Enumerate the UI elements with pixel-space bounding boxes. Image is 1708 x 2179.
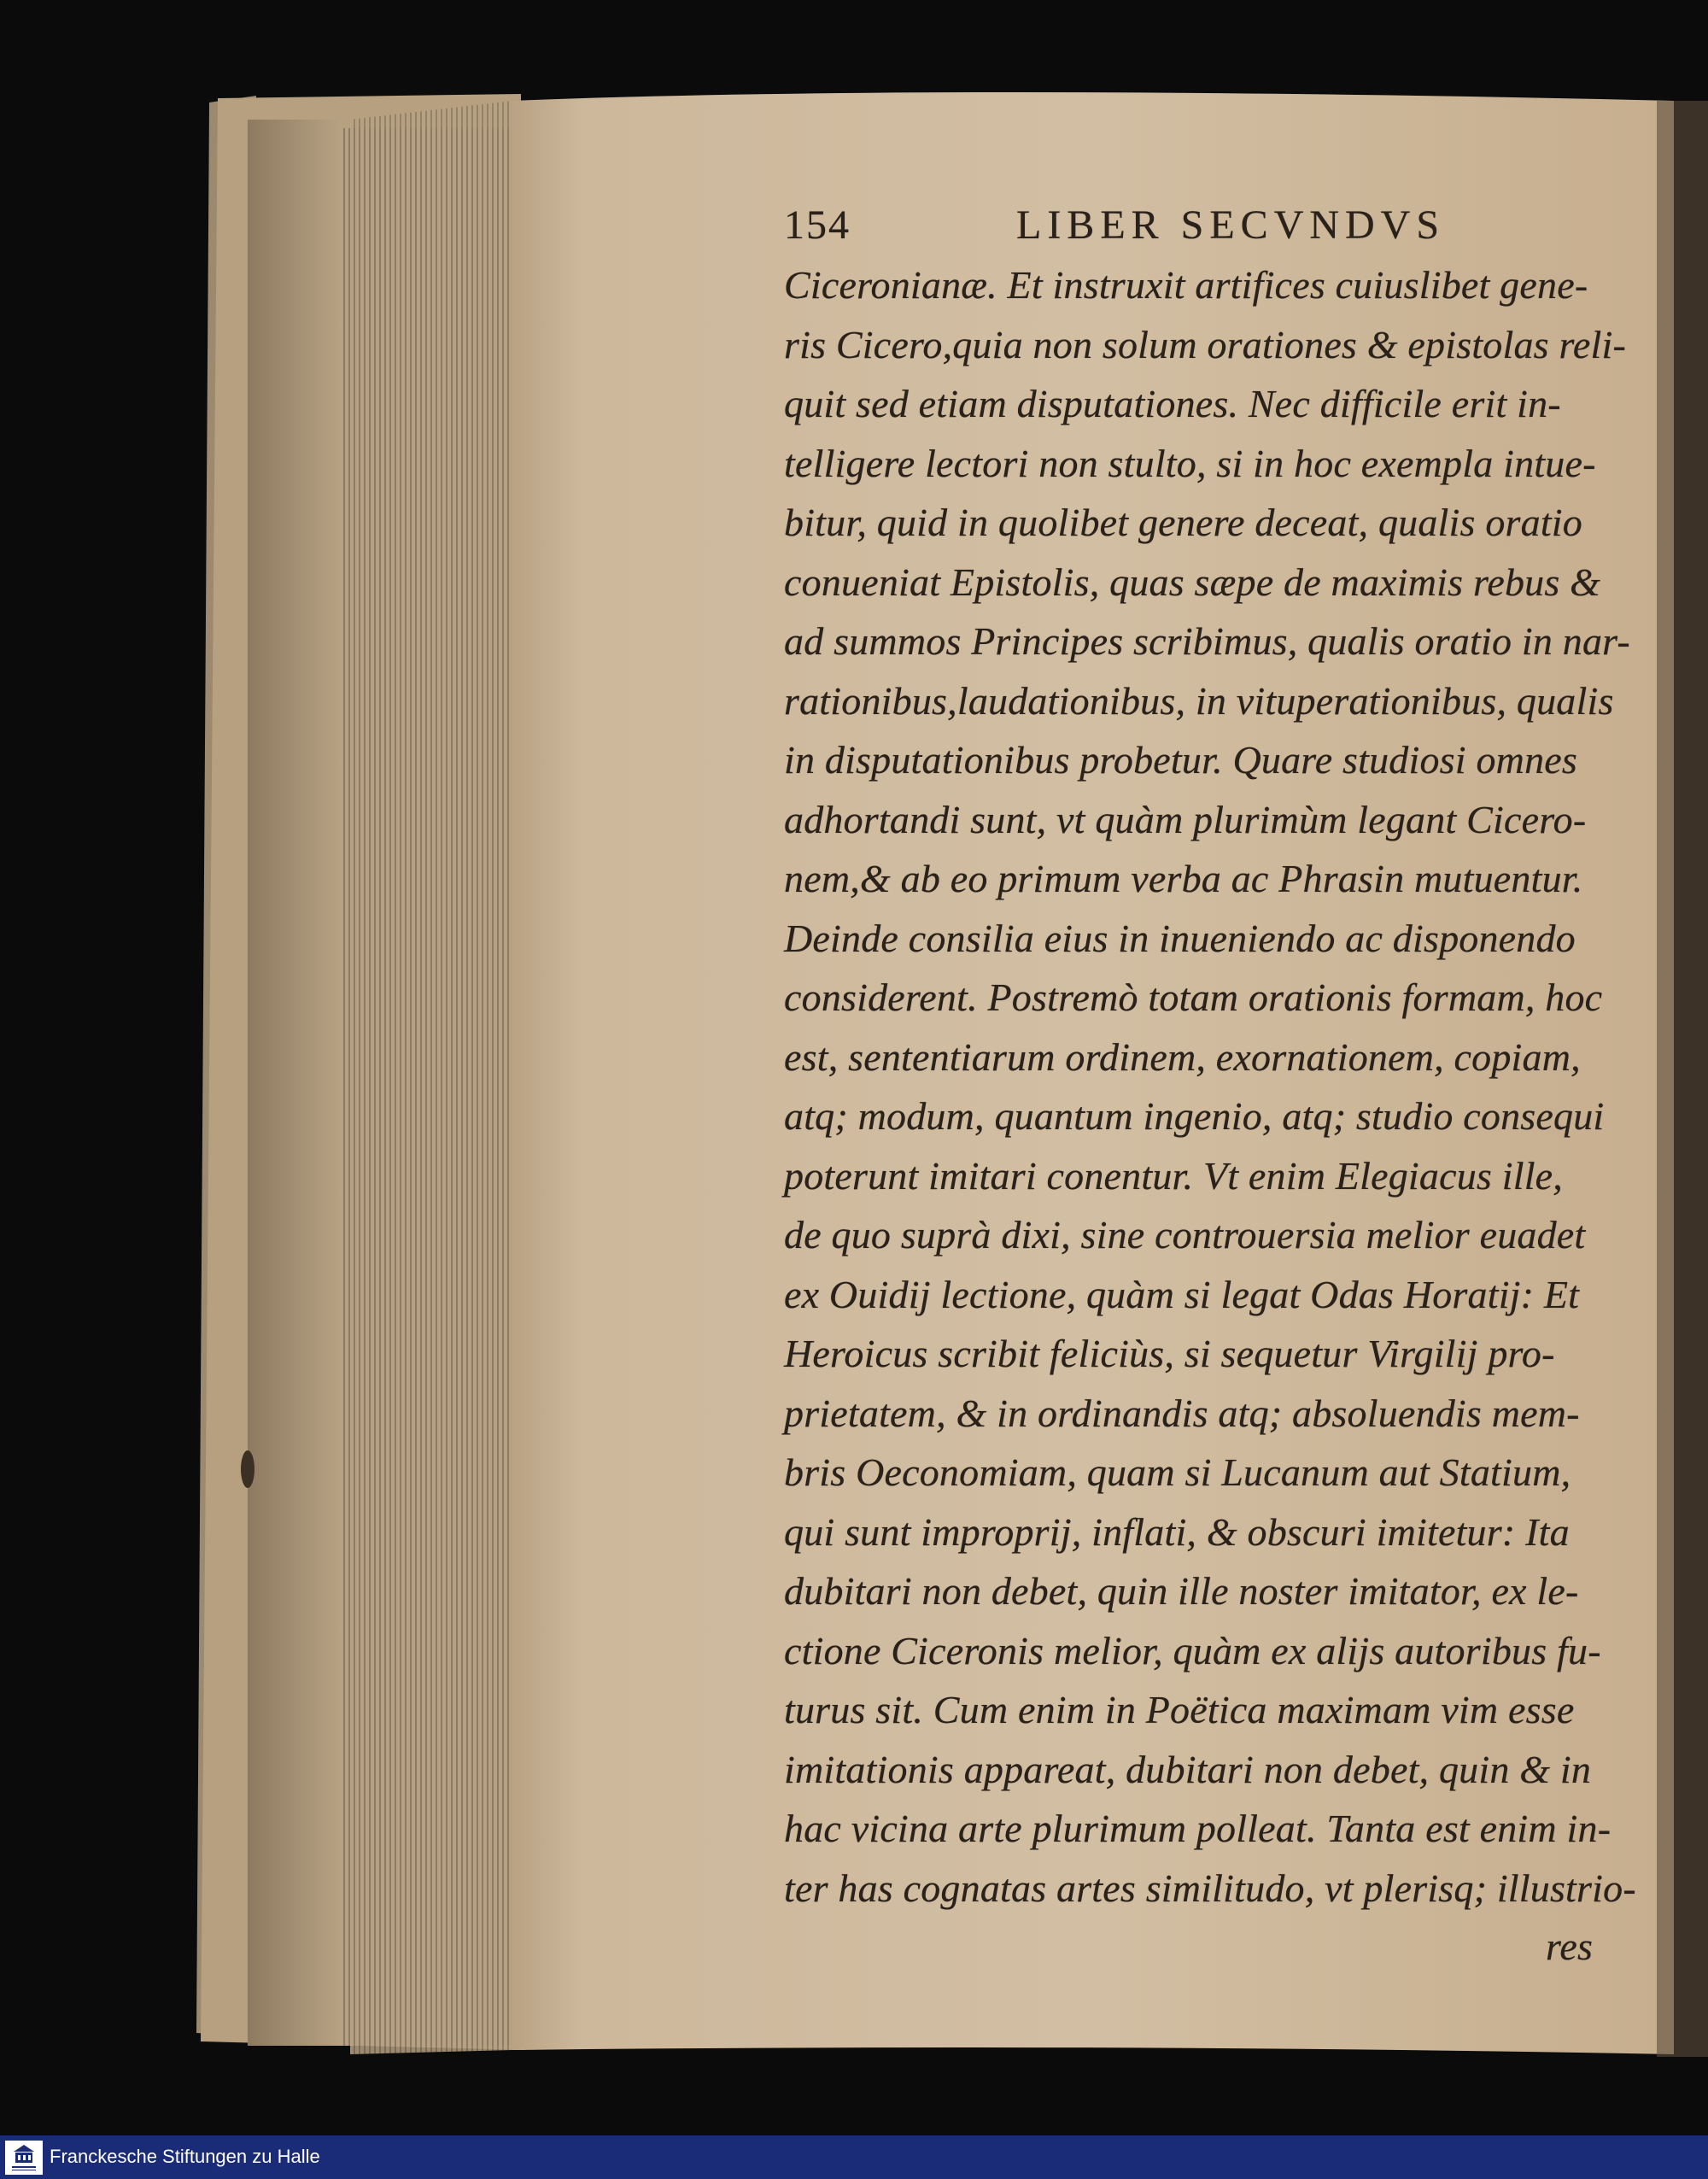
running-head: LIBER SECVNDVS xyxy=(1016,202,1446,248)
text-line: turus sit. Cum enim in Poëtica maximam vim esse xyxy=(784,1688,1575,1731)
catchword: res xyxy=(1546,1924,1594,1968)
franckesche-stiftungen-logo[interactable] xyxy=(5,2141,43,2175)
page-number: 154 xyxy=(784,202,851,248)
text-line: nem,& ab eo primum verba ac Phrasin mutuentur. xyxy=(784,857,1583,900)
text-line: est, sententiarum ordinem, exornationem, copiam, xyxy=(784,1035,1581,1079)
text-line: telligere lectori non stulto, si in hoc exempla intue- xyxy=(784,442,1596,485)
text-line: conueniat Epistolis, quas sæpe de maximis rebus & xyxy=(784,560,1601,604)
text-line: imitationis appareat, dubitari non debet, quin & in xyxy=(784,1748,1592,1791)
text-line: prietatem, & in ordinandis atq; absoluendis mem- xyxy=(784,1391,1580,1435)
page-stain xyxy=(241,1450,254,1488)
footer-label: Franckesche Stiftungen zu Halle xyxy=(50,2146,320,2167)
text-line: dubitari non debet, quin ille noster imitator, ex le- xyxy=(784,1569,1579,1613)
text-line: atq; modum, quantum ingenio, atq; studio consequi xyxy=(784,1094,1605,1138)
text-line: ex Ouidij lectione, quàm si legat Odas Horatij: Et xyxy=(784,1273,1580,1316)
text-line: ter has cognatas artes similitudo, vt plerisq; illustrio- xyxy=(784,1866,1636,1910)
page-gutter-shadow xyxy=(1657,101,1708,2057)
text-line: Ciceronianæ. Et instruxit artifices cuiuslibet gene- xyxy=(784,263,1588,307)
text-line: ctione Ciceronis melior, quàm ex alijs autoribus fu- xyxy=(784,1629,1601,1672)
building-icon xyxy=(5,2141,43,2175)
text-line: Deinde consilia eius in inueniendo ac disponendo xyxy=(784,917,1576,960)
text-line: quit sed etiam disputationes. Nec difficile erit in- xyxy=(784,382,1561,425)
page-block-edge xyxy=(248,120,342,2046)
text-line: Heroicus scribit feliciùs, si sequetur Virgilij pro- xyxy=(784,1332,1555,1375)
text-line: de quo suprà dixi, sine controuersia melior euadet xyxy=(784,1213,1586,1256)
text-line: poterunt imitari conentur. Vt enim Elegiacus ille, xyxy=(784,1154,1563,1198)
stacked-pages xyxy=(350,101,512,2054)
text-line: adhortandi sunt, vt quàm plurimùm legant Cicero- xyxy=(784,798,1587,841)
text-line: in disputationibus probetur. Quare studiosi omnes xyxy=(784,738,1577,782)
text-line: ad summos Principes scribimus, qualis oratio in nar- xyxy=(784,619,1630,663)
text-line: bitur, quid in quolibet genere deceat, qualis oratio xyxy=(784,501,1582,544)
text-line: hac vicina arte plurimum polleat. Tanta est enim in- xyxy=(784,1807,1611,1850)
text-line: ris Cicero,quia non solum orationes & epistolas reli- xyxy=(784,323,1626,366)
text-line: bris Oeconomiam, quam si Lucanum aut Statium, xyxy=(784,1450,1571,1494)
text-line: qui sunt improprij, inflati, & obscuri imitetur: Ita xyxy=(784,1510,1570,1554)
text-line: considerent. Postremò totam orationis formam, hoc xyxy=(784,975,1603,1019)
footer-bar xyxy=(0,2135,1708,2179)
text-line: rationibus,laudationibus, in vituperationibus, qualis xyxy=(784,679,1614,723)
